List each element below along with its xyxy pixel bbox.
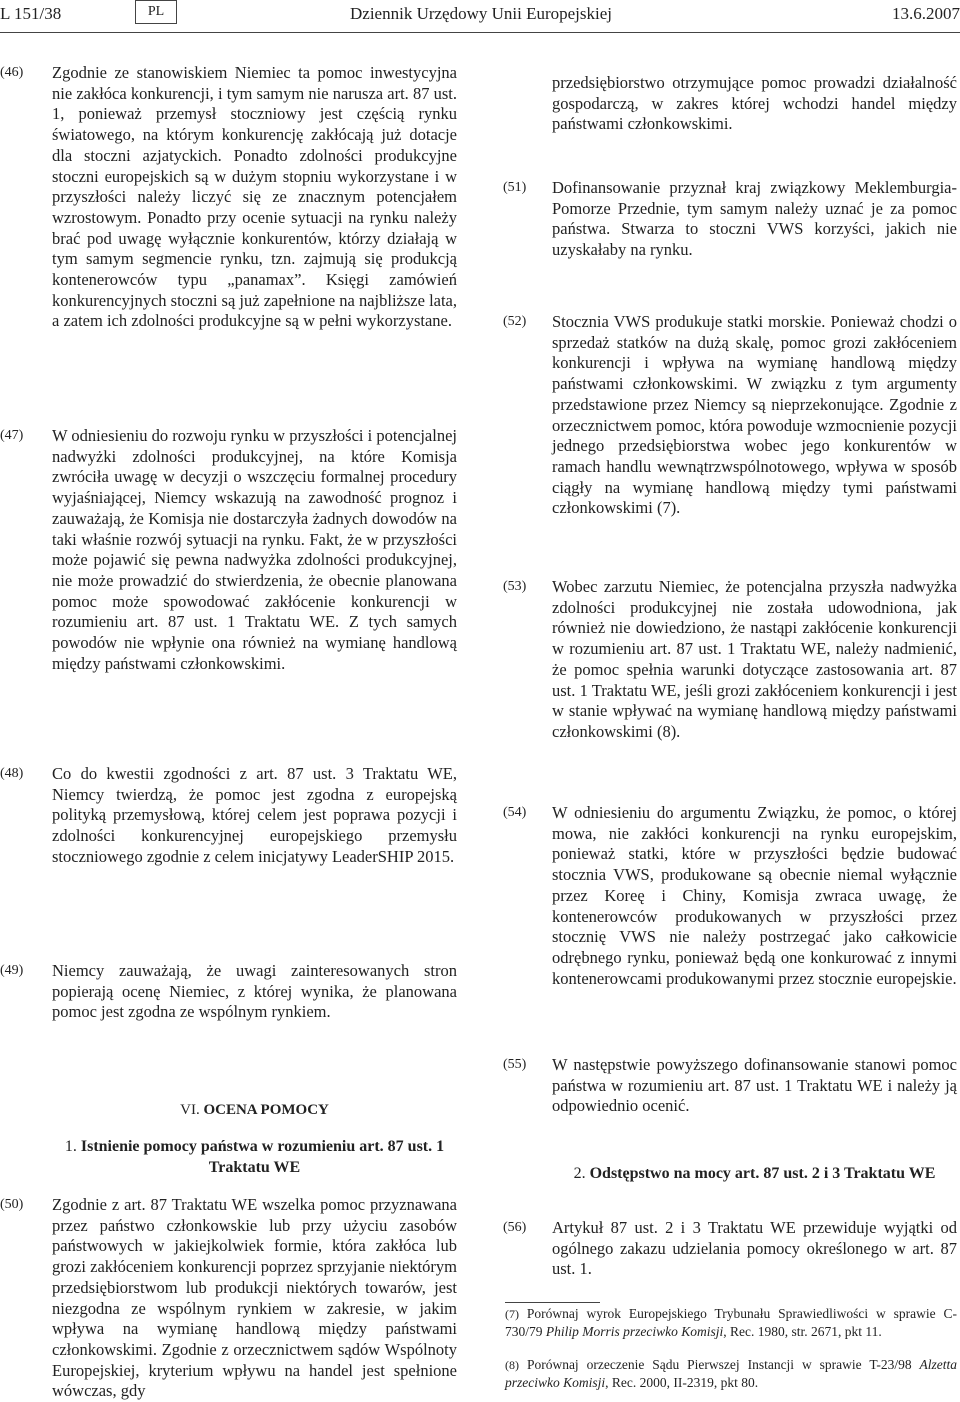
paragraph-56 [503, 1218, 957, 1280]
paragraph-text: Wobec zarzutu Niemiec, że potencjalna przyszła nadwyżka zdolności produkcyjnej nie została udowodniona, jak również nie dowiedziono, że nastąpi zakłócenie konkurencji w rozumieniu art. 87 ust. 1 Traktatu WE, należy nadmienić, że pomoc spełnia warunki dotyczące zastosowania art. 87 ust. 1 Traktatu WE, jeśli grozi zakłóceniem konkurencji i jest w stanie wpływać na wymianę handlową między państwami członkowskimi (8). [552, 577, 957, 741]
paragraph-text: Dofinansowanie przyznał kraj związkowy Meklemburgia-Pomorze Przednie, tym samym należy uznać je za pomoc państwa. Stwarza to stoczni VWS korzyści, jakich nie uzyskałaby na rynku. [552, 178, 957, 260]
footnote-mark: (7) [505, 1307, 519, 1321]
header-rule [0, 32, 960, 33]
paragraph-number: (46) [0, 65, 24, 80]
paragraph-46 [0, 63, 457, 332]
paragraph-48 [0, 764, 457, 868]
paragraph-55 [503, 1055, 957, 1117]
paragraph-text: Artykuł 87 ust. 2 i 3 Traktatu WE przewiduje wyjątki od ogólnego zakazu udzielania pomocy określonego w art. 87 ust. 1. [552, 1218, 957, 1279]
subheading-number: 1. [64, 1138, 77, 1155]
paragraph-54 [503, 803, 957, 989]
section-heading [52, 1100, 457, 1121]
paragraph-number: (53) [503, 579, 527, 594]
paragraph-text: Zgodnie ze stanowiskiem Niemiec ta pomoc inwestycyjna nie zakłóca konkurencji, i tym samym nie narusza art. 87 ust. 1, ponieważ przemysł stoczniowy jest częścią rynku światowego, na którym konkurencję zakłócają już dotacje dla stoczni azjatyckich. Ponadto zdolności produkcyjne stoczni europejskich są w dużym stopniu wykorzystane i w przyszłości należy liczyć się ze znacznym potencjałem wzrostowym. Ponadto przy ocenie sytuacji na rynku należy brać pod uwagę wyłącznie konkurentów, którzy działają w tym samym segmencie rynku, tzn. zajmują się produkcją kontenerowców typu „panamax”. Księgi zamówień konkurencyjnych stoczni są już zapełnione na najbliższe lata, a zatem ich zdolności produkcyjne są w pełni wykorzystane. [52, 63, 458, 331]
paragraph-number: (54) [503, 805, 527, 820]
paragraph-number: (52) [503, 314, 527, 329]
page-header [0, 0, 960, 32]
subheading-2 [552, 1163, 957, 1184]
paragraph-number: (56) [503, 1220, 527, 1235]
case-name: Alzetta przeciwko Komisji [505, 1357, 958, 1390]
paragraph-52 [503, 312, 957, 519]
paragraph-text: przedsiębiorstwo otrzymujące pomoc prowadzi działalność gospodarczą, w zakres której wchodzi handel między państwami członkowskimi. [552, 73, 957, 134]
footnote-8 [505, 1356, 957, 1391]
paragraph-number: (50) [0, 1197, 24, 1212]
journal-title: Dziennik Urzędowy Unii Europejskiej [350, 4, 613, 23]
section-roman: VI. [180, 1102, 200, 1118]
page-number: L 151/38 [0, 4, 62, 23]
footnote-citation: , Rec. 2000, II-2319, pkt 80. [605, 1375, 759, 1390]
paragraph-number: (49) [0, 963, 24, 978]
language-badge: PL [135, 0, 177, 24]
case-name: Philip Morris przeciwko Komisji [545, 1324, 724, 1339]
paragraph-text: W odniesieniu do rozwoju rynku w przyszłości i potencjalnej nadwyżki zdolności produkcyjnej, na które Komisja zwróciła uwagę w decyzji o wszczęciu formalnej procedury wyjaśniającej, Niemcy wskazują na zawodność prognoz i zauważają, że Komisja nie dostarczyła żadnych dowodów na taki właśnie rozwój sytuacji na rynku. Fakt, że w przyszłości może pojawić się pewna nadwyżka zdolności produkcyjnej, nie może prowadzić do stwierdzenia, że obecnie planowana pomoc może spowodować zakłócenie konkurencji w rozumieniu art. 87 ust. 1 Traktatu WE. Z tych samych powodów nie wpłynie ona również na wymianę handlową między państwami członkowskimi. [52, 426, 457, 673]
paragraph-text: W odniesieniu do argumentu Związku, że pomoc, o której mowa, nie zakłóci konkurencji na rynku europejskim, ponieważ statki, które w przyszłości będzie budować stocznia VWS, produkowane są obecnie niemal wyłącznie przez Koreę i Chiny, Komisja zwraca uwagę, że kontenerowców produkowanych w przyszłości przez stocznię VWS nie należy postrzegać jako całkowicie odrębnego rynku, ponieważ będą one konkurować z innymi kontenerowcami produkowanymi przez stocznie europejskie. [552, 803, 957, 988]
paragraph-50 [0, 1195, 457, 1402]
footnote-citation: , Rec. 1980, str. 2671, pkt 11. [723, 1324, 882, 1339]
paragraph-47 [0, 426, 457, 674]
paragraph-51 [503, 178, 957, 261]
paragraph-number: (48) [0, 766, 24, 781]
paragraph-number: (55) [503, 1057, 527, 1072]
section-title: OCENA POMOCY [203, 1102, 329, 1118]
paragraph-50-continued [552, 73, 957, 135]
footnote-text: Porównaj orzeczenie Sądu Pierwszej Instancji w sprawie T-23/98 [526, 1357, 912, 1372]
subheading-title: Odstępstwo na mocy art. 87 ust. 2 i 3 Traktatu WE [589, 1165, 936, 1182]
paragraph-text: Niemcy zauważają, że uwagi zainteresowanych stron popierają ocenę Niemiec, z której wynika, że planowana pomoc jest zgodna ze wspólnym rynkiem. [52, 961, 457, 1022]
paragraph-53 [503, 577, 957, 743]
subheading-title: Istnienie pomocy państwa w rozumieniu art. 87 ust. 1 Traktatu WE [80, 1138, 445, 1176]
paragraph-text: Co do kwestii zgodności z art. 87 ust. 3 Traktatu WE, Niemcy twierdzą, że pomoc jest zgodna z europejską polityką przemysłową, której celem jest poprawa pozycji i zdolności konkurencyjnej europejskiego przemysłu stoczniowego zgodnie z celem inicjatywy LeaderSHIP 2015. [52, 764, 457, 866]
subheading-number: 2. [573, 1165, 586, 1182]
footnote-7 [505, 1305, 957, 1340]
paragraph-49 [0, 961, 457, 1023]
paragraph-number: (47) [0, 428, 24, 443]
footnote-mark: (8) [505, 1358, 519, 1372]
publication-date: 13.6.2007 [892, 4, 960, 23]
paragraph-text: W następstwie powyższego dofinansowanie stanowi pomoc państwa w rozumieniu art. 87 ust. 1 Traktatu WE i należy ją odpowiednio ocenić. [552, 1055, 957, 1116]
footnote-rule [505, 1302, 600, 1303]
paragraph-text: Stocznia VWS produkuje statki morskie. Ponieważ chodzi o sprzedaż statków na dużą skalę, pomoc grozi zakłóceniem konkurencji i wpływa na wymianę handlową między państwami członkowskimi. W związku z tym argumenty przedstawione przez Niemcy są nieprzekonujące. Zgodnie z orzecznictwem pomoc, która powoduje wzmocnienie pozycji jednego przedsiębiorstwa wobec jego konkurentów w ramach handlu wewnątrzwspólnotowego, wpływa w sposób ciągły na wymianę handlową między tymi państwami członkowskimi (7). [552, 312, 958, 518]
subheading-1 [52, 1136, 457, 1178]
paragraph-text: Zgodnie z art. 87 Traktatu WE wszelka pomoc przyznawana przez państwo członkowskie lub przy użyciu zasobów państwowych w jakiejkolwiek formie, która zakłóca lub grozi zakłóceniem konkurencji poprzez sprzyjanie niektórym przedsiębiorstwom lub produkcji niektórych towarów, jest niezgodna ze wspólnym rynkiem w zakresie, w jakim wpływa na wymianę handlową między państwami członkowskimi. Zgodnie z orzecznictwem sądów Wspólnoty Europejskiej, kryterium wpływu na handel jest spełnione wówczas, gdy [52, 1195, 457, 1401]
footnote-text: Porównaj wyrok Europejskiego Trybunału Sprawiedliwości w sprawie C-730/79 [505, 1306, 957, 1339]
paragraph-number: (51) [503, 180, 527, 195]
